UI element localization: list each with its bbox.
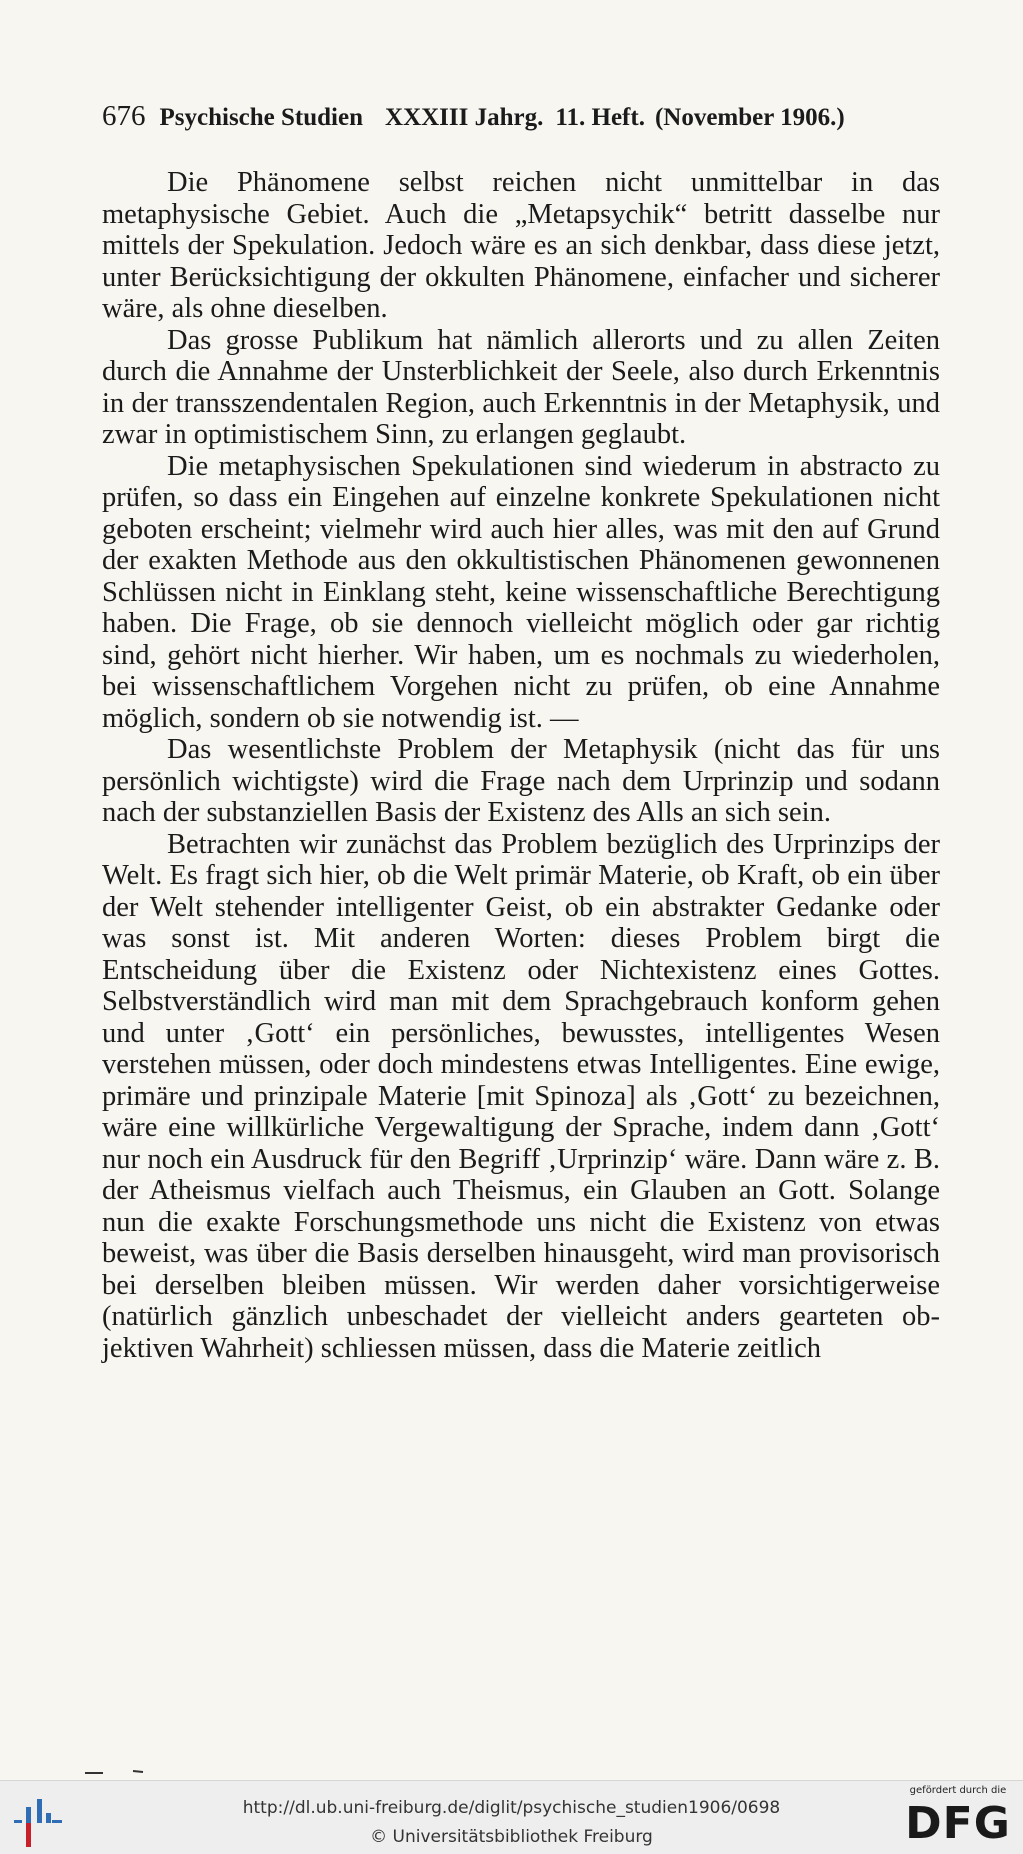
- journal-date: (November 1906.): [654, 104, 845, 131]
- running-header: [102, 100, 940, 140]
- paragraph-2: Das grosse Publikum hat nämlich allerorts und zu allen Zeiten durch die Annahme der Unsterblichkeit der Seele, also durch Erkenntnis in der transszendentalen Region, auch Erkenntnis in der Metaphysik, und zwar in optimistischem Sinn, zu erlangen geglaubt.: [102, 324, 940, 450]
- source-url-link[interactable]: http://dl.ub.uni-freiburg.de/diglit/psychische_studien1906/0698: [242, 1798, 781, 1818]
- body-text: [102, 167, 940, 1364]
- journal-issue: 11. Heft.: [555, 104, 645, 131]
- paragraph-3: Die metaphysischen Spekulationen sind wiederum in abstracto zu prüfen, so dass ein Eingehen auf einzelne konkrete Spekulationen nicht geboten erscheint; vielmehr wird auch hier alles, was mit den auf Grund der exakten Methode aus den okkultistischen Phänomenen gewonnenen Schlüssen nicht in Einklang steht, keine wissenschaftliche Berechtigung haben. Die Frage, ob sie dennoch vielleicht möglich oder gar richtig sind, gehört nicht hierher. Wir haben, um es nochmals zu wiederholen, bei wissenschaftlichem Vorgehen nicht zu prüfen, ob eine Annahme möglich, sondern ob sie notwendig ist. —: [102, 450, 940, 734]
- dfg-logo-text: DFG: [905, 1798, 1011, 1849]
- dfg-funded-by-label: gefördert durch die: [909, 1785, 1007, 1796]
- copyright-notice: © Universitätsbibliothek Freiburg: [370, 1827, 653, 1847]
- paragraph-5: Betrachten wir zunächst das Problem bezüglich des Urprinzips der Welt. Es fragt sich hier, ob die Welt primär Materie, ob Kraft, ob ein über der Welt stehender intelligenter Geist, ob ein abstrakter Gedanke oder was sonst ist. Mit anderen Worten: dieses Problem birgt die Entscheidung über die Existenz oder Nichtexistenz eines Gottes. Selbstverständlich wird man mit dem Sprachgebrauch konform gehen und unter ‚Gott‘ ein persönliches, bewusstes, intelligentes Wesen verstehen müssen, oder doch mindestens etwas Intelligentes. Eine ewige, primäre und prinzipale Materie [mit Spinoza] als ‚Gott‘ zu bezeichnen, wäre eine willkürliche Vergewaltigung der Sprache, indem dann ‚Gott‘ nur noch ein Ausdruck für den Begriff ‚Urprinzip‘ wäre. Dann wäre z. B. der Atheismus vielfach auch Theismus, ein Glauben an Gott. Solange nun die exakte Forschungsmethode uns nicht die Existenz von etwas beweist, was über die Basis derselben hinausgeht, wird man provisorisch bei derselben bleiben müssen. Wir werden daher vorsichtigerweise (natürlich gänzlich unbeschadet der vielleicht anders gearteten objektiven Wahrheit) schliessen müssen, dass die Materie zeitlich: [102, 828, 940, 1364]
- viewer-footer: [0, 1780, 1023, 1854]
- page-number: 676: [102, 100, 146, 132]
- paragraph-1: Die Phänomene selbst reichen nicht unmittelbar in das metaphysische Gebiet. Auch die „Metapsychik“ betritt dasselbe nur mittels der Spekulation. Jedoch wäre es an sich denkbar, dass diese jetzt, unter Berücksichtigung der okkulten Phänomene, einfacher und sicherer wäre, als ohne dieselben.: [102, 167, 940, 324]
- dfg-logo: [900, 1785, 1016, 1851]
- paragraph-4: Das wesentlichste Problem der Metaphysik (nicht das für uns persönlich wichtigste) wird die Frage nach dem Urprinzip und sodann nach der substanziellen Basis der Existenz des Alls an sich sein.: [102, 734, 940, 828]
- journal-volume: XXXIII Jahrg.: [385, 104, 544, 131]
- ink-smudge: [85, 1768, 155, 1776]
- journal-name: Psychische Studien: [159, 104, 364, 131]
